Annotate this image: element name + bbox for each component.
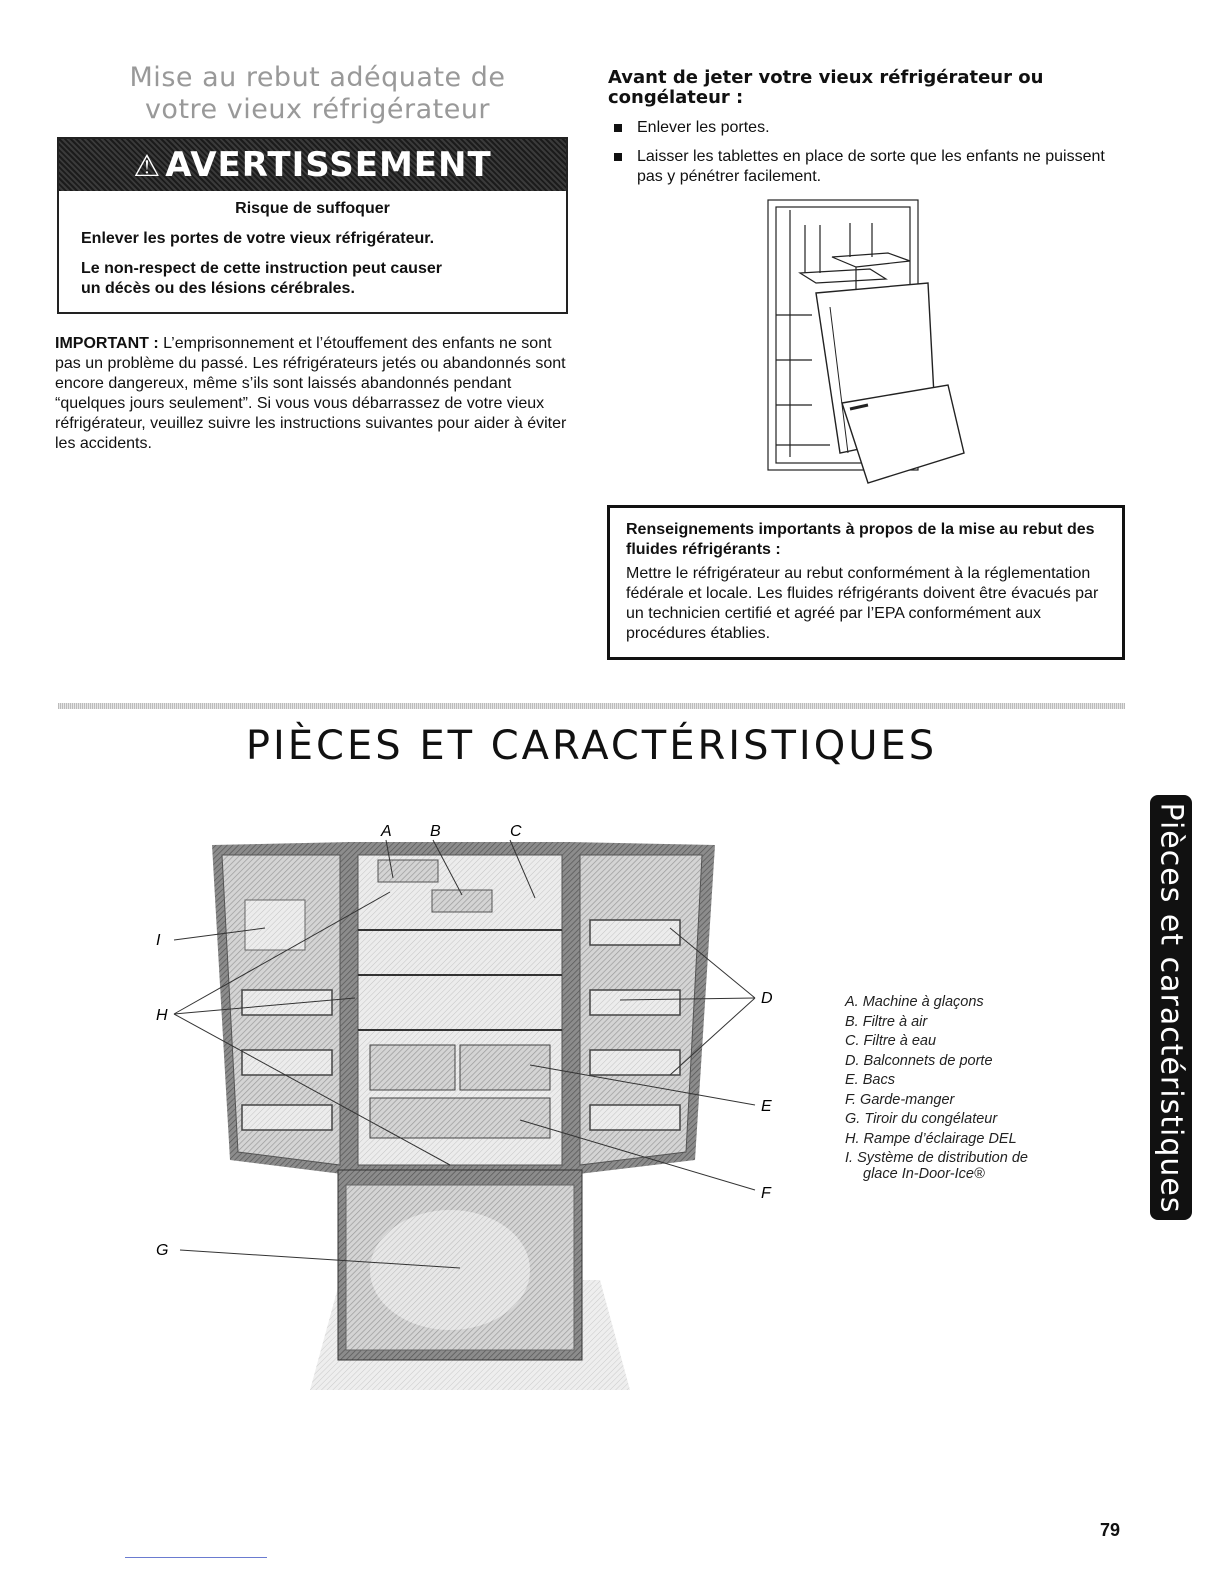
bullet-square-icon xyxy=(614,153,622,161)
section-side-tab: Pièces et caractéristiques xyxy=(1150,795,1192,1220)
legend-item: A. Machine à glaçons xyxy=(845,994,984,1010)
legend-item: H. Rampe d’éclairage DEL xyxy=(845,1130,1017,1147)
page-number: 79 xyxy=(1100,1520,1121,1540)
warning-risk: Risque de suffoquer xyxy=(235,200,390,217)
before-discard-list xyxy=(612,118,1112,196)
callout-g: G xyxy=(156,1242,169,1259)
section-divider xyxy=(58,703,1125,709)
french-door-fridge-illustration xyxy=(150,820,790,1395)
legend-item: B. Filtre à air xyxy=(845,1013,928,1030)
footer-rule xyxy=(125,1557,267,1558)
refrigerant-info-body: Mettre le réfrigérateur au rebut conformément à la réglementation fédérale et locale. Les fluides réfrigérants doivent être évacués par un technicien certifié et agréé par l’EPA conformément aux procédures établies. xyxy=(626,565,1099,642)
callout-a: A xyxy=(381,823,392,840)
refrigerant-info-box xyxy=(607,505,1125,660)
legend-item: C. Filtre à eau xyxy=(845,1033,937,1049)
callout-d: D xyxy=(761,990,773,1007)
important-paragraph: IMPORTANT : L’emprisonnement et l’étouffement des enfants ne sont pas un problème du passé. Les réfrigérateurs jetés ou abandonnés sont encore dangereux, même s’ils sont laissés abandonnés pendant “quelques jours seulement”. Si vous vous débarrassez de votre vieux réfrigérateur, veuillez suivre les instructions suivantes pour aider à éviter les accidents. xyxy=(55,335,567,452)
legend-item: F. Garde-manger xyxy=(845,1091,955,1108)
callout-h: H xyxy=(156,1007,168,1024)
list-item: Enlever les portes. xyxy=(612,118,1112,138)
warning-consequence: Le non-respect de cette instruction peut causer un décès ou des lésions cérébrales. xyxy=(81,260,442,297)
warning-box xyxy=(57,137,568,314)
bullet-square-icon xyxy=(614,124,622,132)
parts-title: PIÈCES ET CARACTÉRISTIQUES xyxy=(245,723,938,769)
legend-item: D. Balconnets de porte xyxy=(845,1052,993,1069)
callout-i: I xyxy=(156,932,161,949)
warning-instruction: Enlever les portes de votre vieux réfrigérateur. xyxy=(81,230,435,247)
legend-item: E. Bacs xyxy=(845,1072,895,1088)
before-discard-heading: Avant de jeter votre vieux réfrigérateur ou congélateur : xyxy=(608,67,1044,108)
refrigerant-info-heading: Renseignements importants à propos de la mise au rebut des fluides réfrigérants : xyxy=(626,521,1095,558)
warning-triangle-icon: ⚠ xyxy=(133,149,162,184)
fridge-doors-removed-illustration xyxy=(760,195,975,495)
callout-c: C xyxy=(510,823,522,840)
legend-item: G. Tiroir du congélateur xyxy=(845,1111,998,1127)
legend-item: I. Système de distribution de glace In-Door-Ice® xyxy=(845,1150,1028,1182)
callout-e: E xyxy=(761,1098,772,1115)
callout-b: B xyxy=(430,823,441,840)
list-item: Laisser les tablettes en place de sorte que les enfants ne puissent pas y pénétrer facilement. xyxy=(612,147,1112,187)
warning-header: ⚠ AVERTISSEMENT xyxy=(59,139,566,191)
parts-legend xyxy=(845,994,1045,1186)
callout-f: F xyxy=(761,1185,771,1202)
disposal-title: Mise au rebut adéquate de votre vieux réfrigérateur xyxy=(129,62,506,125)
